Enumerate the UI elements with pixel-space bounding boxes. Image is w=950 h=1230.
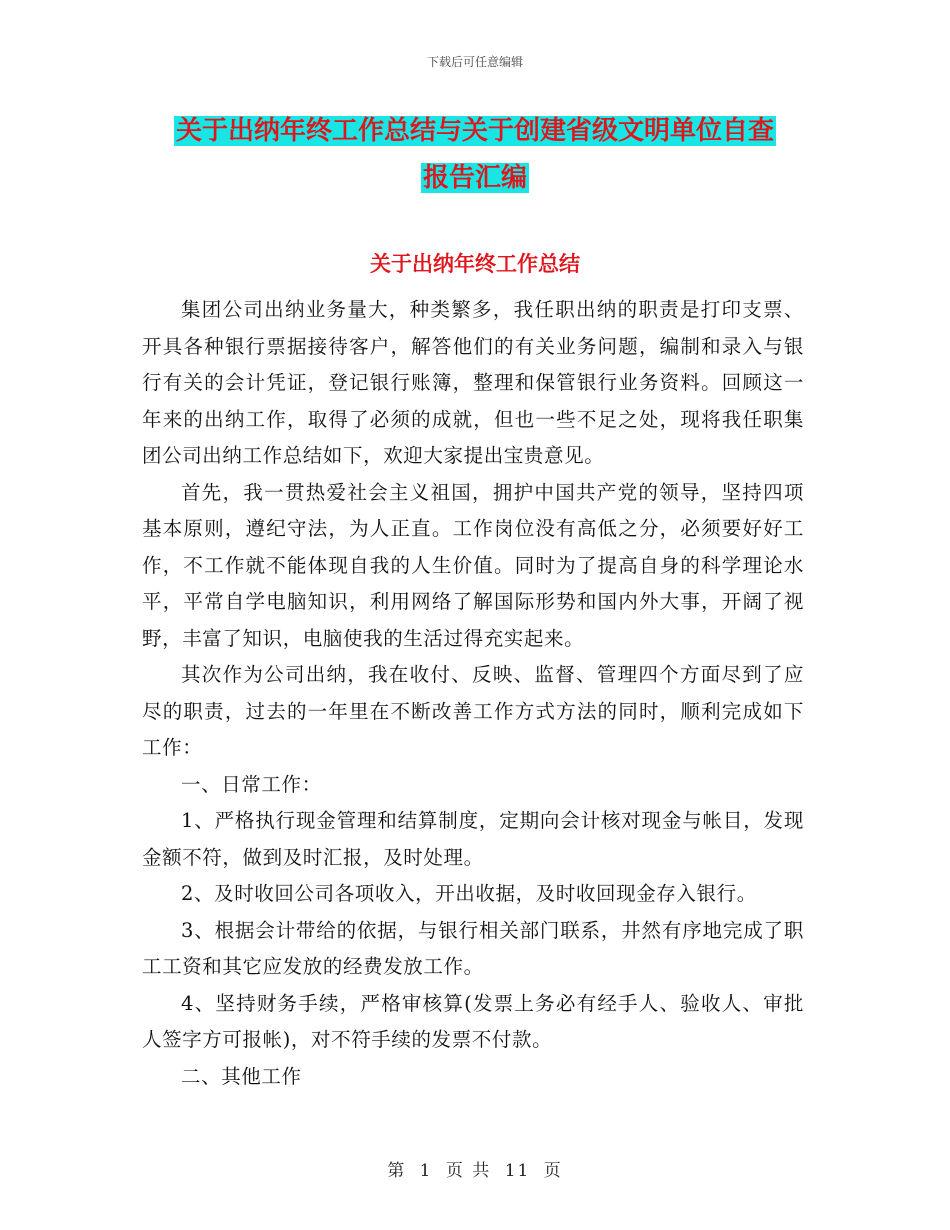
document-body	[142, 292, 804, 1095]
document-title-line1: 关于出纳年终工作总结与关于创建省级文明单位自查	[175, 116, 774, 146]
paragraph: 4、坚持财务手续，严格审核算(发票上务必有经手人、验收人、审批人签字方可报帐)，对不符手续的发票不付款。	[142, 991, 804, 1051]
paragraph: 2、及时收回公司各项收入，开出收据，及时收回现金存入银行。	[181, 882, 757, 905]
paragraph: 1、严格执行现金管理和结算制度，定期向会计核对现金与帐目，发现金额不符，做到及时汇报，及时处理。	[142, 809, 804, 869]
page-label-prefix: 第	[387, 1161, 407, 1181]
paragraph: 集团公司出纳业务量大，种类繁多，我任职出纳的职责是打印支票、开具各种银行票据接待客户，解答他们的有关业务问题，编制和录入与银行有关的会计凭证，登记银行账簿，整理和保管银行业务资料。回顾这一年来的出纳工作，取得了必须的成就，但也一些不足之处，现将我任职集团公司出纳工作总结如下，欢迎大家提出宝贵意见。	[142, 298, 804, 467]
document-title-line2: 报告汇编	[422, 163, 527, 193]
paragraph: 首先，我一贯热爱社会主义祖国，拥护中国共产党的领导，坚持四项基本原则，遵纪守法，为人正直。工作岗位没有高低之分，必须要好好工作，不工作就不能体现自我的人生价值。同时为了提高自身的科学理论水平，平常自学电脑知识，利用网络了解国际形势和国内外大事，开阔了视野，丰富了知识，电脑使我的生活过得充实起来。	[142, 480, 804, 650]
document-title	[120, 108, 830, 202]
total-pages: 11	[504, 1161, 531, 1181]
paragraph: 3、根据会计带给的依据，与银行相关部门联系，井然有序地完成了职工工资和其它应发放的经费发放工作。	[142, 918, 804, 978]
page-number: 1	[419, 1161, 433, 1181]
page-label-suffix: 页	[543, 1161, 563, 1181]
page-footer	[0, 1156, 950, 1181]
paragraph: 其次作为公司出纳，我在收付、反映、监督、管理四个方面尽到了应尽的职责，过去的一年里在不断改善工作方式方法的同时，顺利完成如下工作：	[142, 663, 804, 759]
section-title: 关于出纳年终工作总结	[370, 251, 580, 276]
header-note: 下载后可任意编辑	[426, 55, 523, 69]
paragraph: 一、日常工作：	[181, 772, 322, 796]
paragraph: 二、其他工作	[181, 1064, 302, 1088]
page-label-mid: 页 共	[445, 1161, 492, 1181]
